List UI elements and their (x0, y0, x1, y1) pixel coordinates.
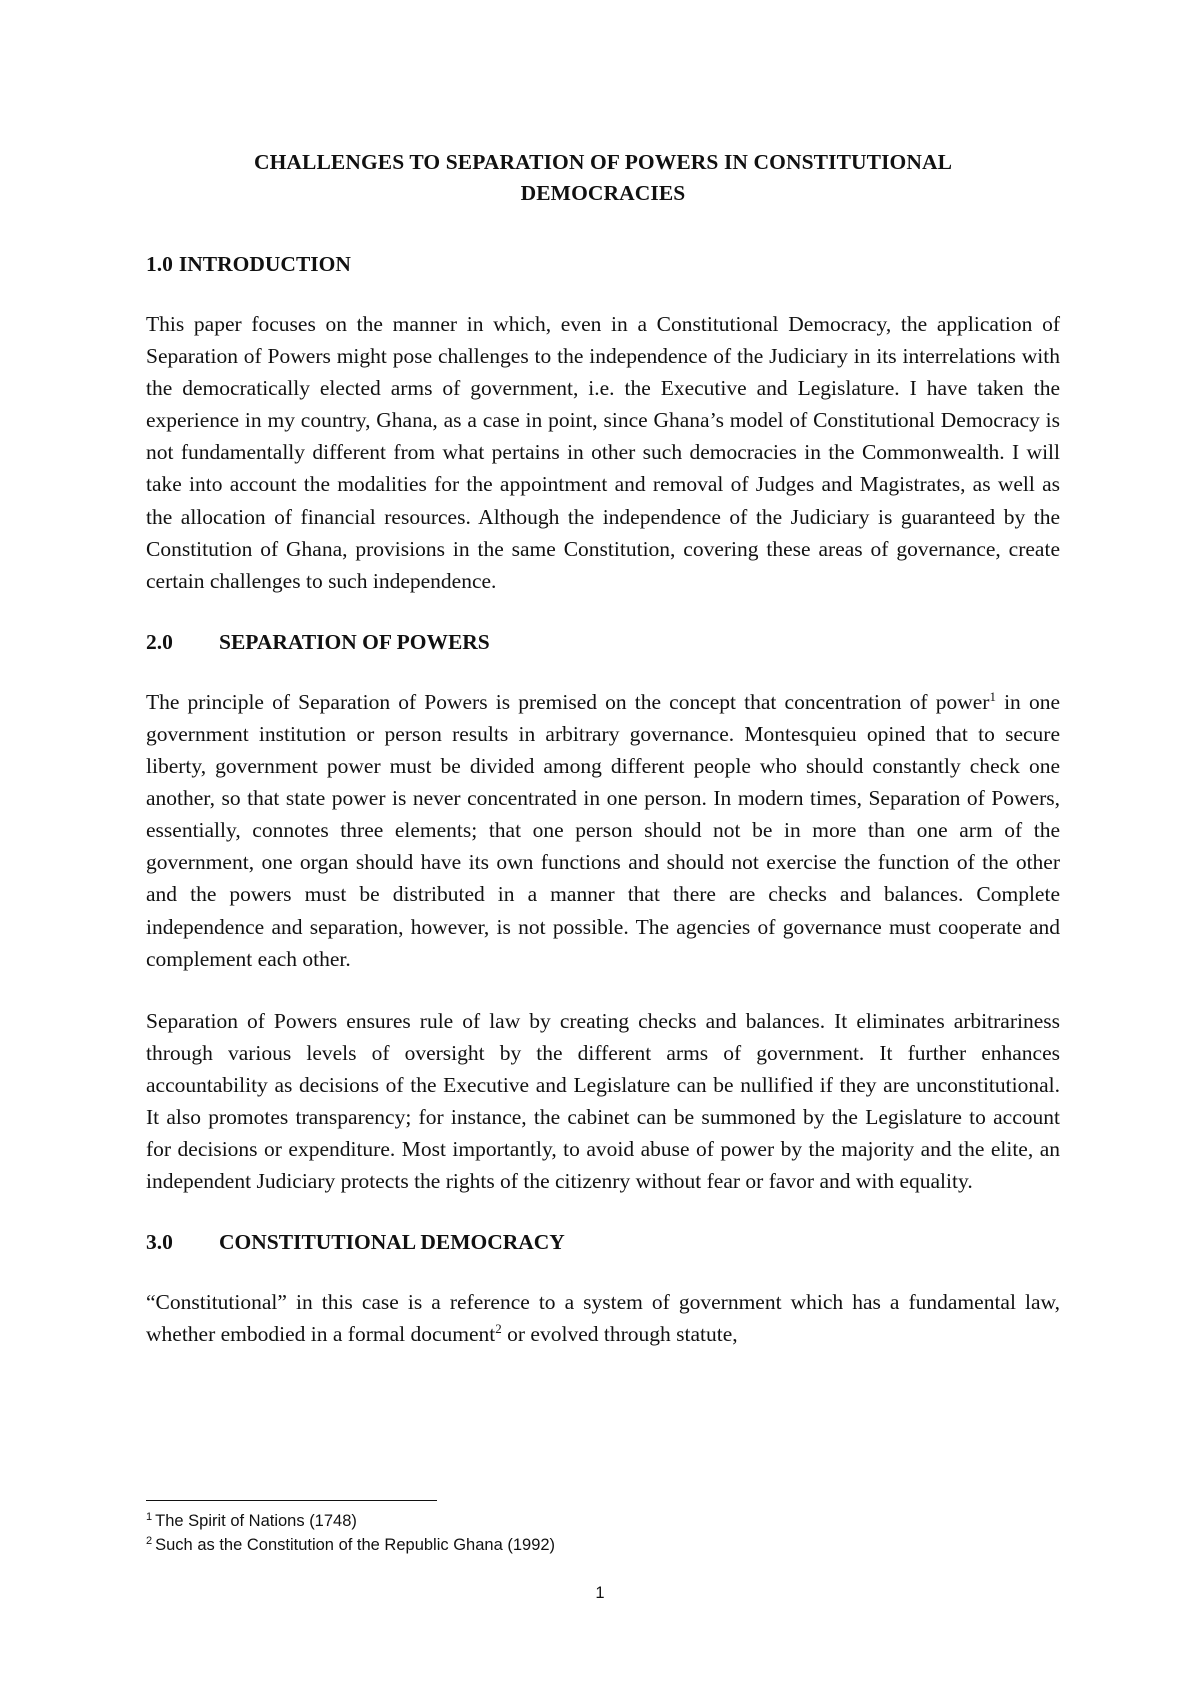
paragraph-text: or evolved through statute, (501, 1322, 738, 1347)
section-heading-separation-of-powers (146, 627, 1060, 658)
paragraph-text: in one government institution or person results in arbitrary governance. Montesquieu opined that to secure liberty, government power must be divided among different people who should constantly check one another, so that state power is never concentrated in one person. In modern times, Separation of Powers, essentially, connotes three elements; that one person should not be in more than one arm of the government, one organ should have its own functions and should not exercise the function of the other and the powers must be distributed in a manner that there are checks and balances. Complete independence and separation, however, is not possible. The agencies of governance must cooperate and complement each other. (146, 689, 1060, 971)
footnote-text: Such as the Constitution of the Republic Ghana (1992) (155, 1536, 556, 1554)
page-number: 1 (595, 1584, 605, 1602)
footnotes (146, 1509, 1060, 1557)
footnote-1 (146, 1509, 1060, 1533)
paragraph-text: “Constitutional” in this case is a reference to a system of government which has a fundamental law, whether embodied in a formal document (146, 1290, 1060, 1347)
section-number: 2.0 (146, 629, 173, 654)
paragraph-text: The principle of Separation of Powers is premised on the concept that concentration of power (146, 689, 990, 714)
constitutional-democracy-paragraph (146, 1286, 1060, 1350)
document-title (146, 147, 1060, 209)
footnote-marker: 1 (146, 1510, 153, 1523)
section-title: INTRODUCTION (178, 252, 351, 276)
footnote-reference-2: 2 (495, 1321, 502, 1337)
section-heading-introduction (146, 249, 1060, 280)
separation-paragraph-2: Separation of Powers ensures rule of law by creating checks and balances. It eliminates arbitrariness through various levels of oversight by the different arms of government. It further enhances accountability as decisions of the Executive and Legislature can be nullified if they are unconstitutional. It also promotes transparency; for instance, the cabinet can be summoned by the Legislature to account for decisions or expenditure. Most importantly, to avoid abuse of power by the majority and the elite, an independent Judiciary protects the rights of the citizenry without fear or favor and with equality. (146, 1008, 1060, 1194)
section-title: CONSTITUTIONAL DEMOCRACY (219, 1230, 565, 1255)
section-title: SEPARATION OF POWERS (219, 629, 490, 654)
footnote-2 (146, 1533, 1060, 1557)
introduction-paragraph: This paper focuses on the manner in which, even in a Constitutional Democracy, the application of Separation of Powers might pose challenges to the independence of the Judiciary in its interrelations with the democratically elected arms of government, i.e. the Executive and Legislature. I have taken the experience in my country, Ghana, as a case in point, since Ghana’s model of Constitutional Democracy is not fundamentally different from what pertains in other such democracies in the Commonwealth. I will take into account the modalities for the appointment and removal of Judges and Magistrates, as well as the allocation of financial resources. Although the independence of the Judiciary is guaranteed by the Constitution of Ghana, provisions in the same Constitution, covering these areas of governance, create certain challenges to such independence. (146, 312, 1060, 593)
footnote-text: The Spirit of Nations (1748) (155, 1512, 357, 1530)
title-line-2: DEMOCRACIES (520, 181, 686, 205)
section-heading-constitutional-democracy (146, 1227, 1060, 1258)
footnote-marker: 2 (146, 1534, 153, 1547)
section-number: 3.0 (146, 1230, 173, 1255)
title-line-1: CHALLENGES TO SEPARATION OF POWERS IN CONSTITUTIONAL (253, 150, 953, 174)
footnote-separator (146, 1500, 437, 1501)
footnote-reference-1: 1 (989, 688, 996, 704)
section-number: 1.0 (146, 252, 173, 276)
page-content (146, 147, 1060, 1380)
separation-paragraph-1 (146, 686, 1060, 975)
